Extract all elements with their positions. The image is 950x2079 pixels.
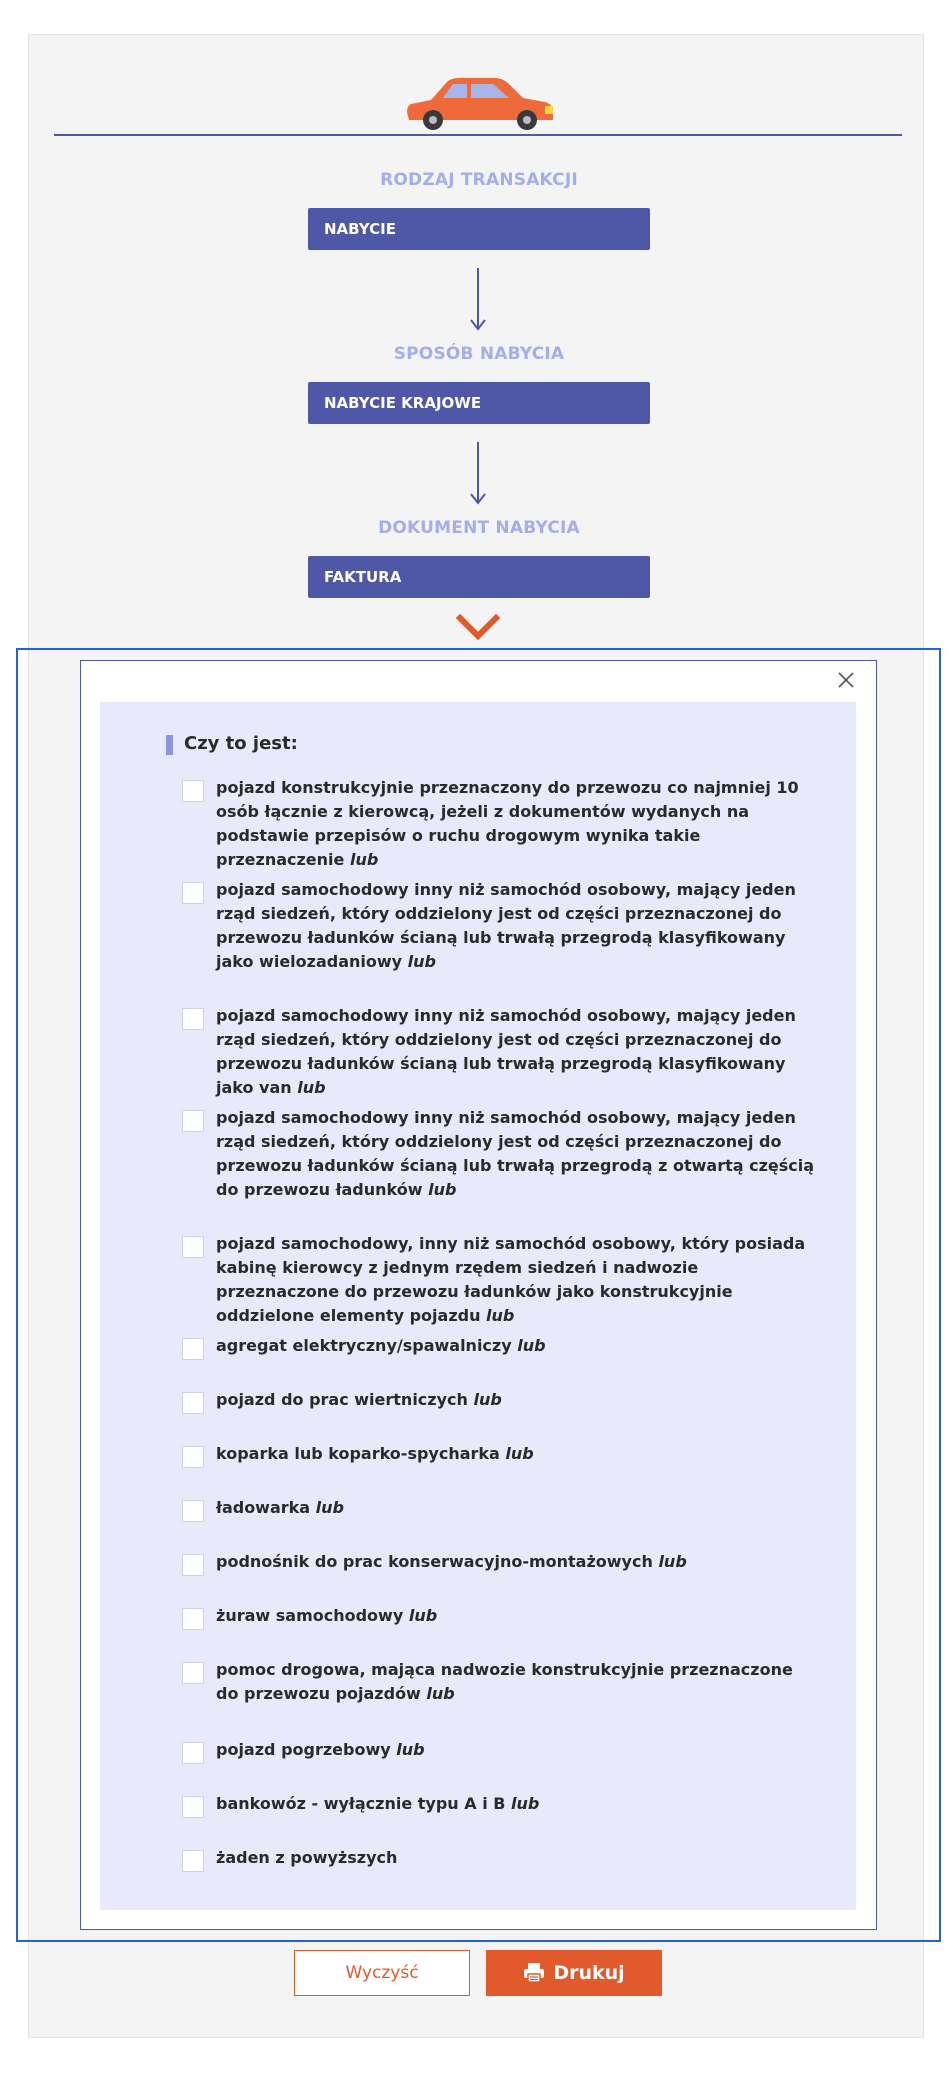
option-conjunction: lub [407, 952, 436, 971]
option-conjunction: lub [511, 1794, 540, 1813]
option-conjunction: lub [428, 1180, 457, 1199]
print-button[interactable] [486, 1950, 662, 1996]
option-label [216, 1106, 816, 1202]
option-label [216, 1550, 816, 1574]
option-checkbox[interactable] [182, 1008, 204, 1030]
print-button-label: Drukuj [553, 1962, 625, 1984]
option-checkbox[interactable] [182, 1110, 204, 1132]
option-label-text: pojazd samochodowy inny niż samochód osobowy, mający jeden rząd siedzeń, który oddzielony jest od części przeznaczonej do przewozu ładunków ścianą lub trwałą przegrodą klasyfikowany jako van [216, 1006, 796, 1097]
option-label-text: bankowóz - wyłącznie typu A i B [216, 1794, 506, 1813]
arrow-down-icon [468, 442, 488, 506]
option-label-text: pomoc drogowa, mająca nadwozie konstrukcyjnie przeznaczone do przewozu pojazdów [216, 1660, 793, 1703]
option-label [216, 1846, 816, 1870]
header-divider [54, 134, 902, 136]
option-checkbox[interactable] [182, 1796, 204, 1818]
step-value-transaction-type[interactable]: NABYCIE [308, 208, 650, 250]
option-label [216, 1604, 816, 1628]
option-label [216, 1232, 816, 1328]
step-label-acquisition-method: SPOSÓB NABYCIA [393, 344, 565, 364]
option-label [216, 1388, 816, 1412]
option-conjunction: lub [658, 1552, 687, 1571]
option-label-text: pojazd samochodowy, inny niż samochód osobowy, który posiada kabinę kierowcy z jednym rzędem siedzeń i nadwozie przeznaczone do przewozu ładunków jako konstrukcyjnie oddzielone elementy pojazdu [216, 1234, 806, 1325]
option-conjunction: lub [315, 1498, 344, 1517]
option-label [216, 776, 816, 872]
option-conjunction: lub [517, 1336, 546, 1355]
option-conjunction: lub [408, 1606, 438, 1625]
option-label-text: pojazd do prac wiertniczych [216, 1390, 468, 1409]
printer-icon [523, 1961, 545, 1983]
option-checkbox[interactable] [182, 1850, 204, 1872]
option-checkbox[interactable] [182, 1392, 204, 1414]
option-label [216, 1658, 816, 1706]
option-label-text: pojazd konstrukcyjnie przeznaczony do przewozu co najmniej 10 osób łącznie z kierowcą, jeżeli z dokumentów wydanych na podstawie przepisów o ruchu drogowym wynika takie przeznaczenie [216, 778, 799, 869]
clear-button[interactable]: Wyczyść [294, 1950, 470, 1996]
option-label-text: pojazd samochodowy inny niż samochód osobowy, mający jeden rząd siedzeń, który oddzielony jest od części przeznaczonej do przewozu ładunków ścianą lub trwałą przegrodą klasyfikowany jako wielozadaniowy [216, 880, 796, 971]
option-checkbox[interactable] [182, 882, 204, 904]
close-icon[interactable] [836, 670, 856, 690]
option-label [216, 1738, 816, 1762]
option-checkbox[interactable] [182, 1554, 204, 1576]
option-label-text: pojazd samochodowy inny niż samochód osobowy, mający jeden rząd siedzeń, który oddzielony jest od części przeznaczonej do przewozu ładunków ścianą lub trwałą przegrodą z otwartą częścią do przewozu ładunków [216, 1108, 815, 1199]
option-label [216, 1792, 816, 1816]
option-label-text: podnośnik do prac konserwacyjno-montażowych [216, 1552, 653, 1571]
option-label-text: ładowarka [216, 1498, 311, 1517]
option-conjunction: lub [473, 1390, 502, 1409]
option-checkbox[interactable] [182, 1608, 204, 1630]
step-value-acquisition-method[interactable]: NABYCIE KRAJOWE [308, 382, 650, 424]
option-checkbox[interactable] [182, 1338, 204, 1360]
option-checkbox[interactable] [182, 1446, 204, 1468]
option-conjunction: lub [505, 1444, 534, 1463]
option-conjunction: lub [297, 1078, 326, 1097]
option-label [216, 1496, 816, 1520]
option-label [216, 1442, 816, 1466]
question-marker [166, 735, 173, 755]
option-conjunction: lub [486, 1306, 515, 1325]
arrow-down-icon [468, 268, 488, 332]
step-label-acquisition-document: DOKUMENT NABYCIA [378, 518, 580, 538]
option-label [216, 878, 816, 974]
option-checkbox[interactable] [182, 1662, 204, 1684]
option-label-text: koparka lub koparko-spycharka [216, 1444, 500, 1463]
question-title: Czy to jest: [184, 733, 298, 754]
step-value-acquisition-document[interactable]: FAKTURA [308, 556, 650, 598]
option-conjunction: lub [426, 1684, 455, 1703]
car-icon [403, 68, 557, 132]
option-label-text: żuraw samochodowy [216, 1606, 404, 1625]
step-label-transaction-type: RODZAJ TRANSAKCJI [380, 170, 578, 190]
option-checkbox[interactable] [182, 780, 204, 802]
chevron-down-icon [456, 612, 500, 642]
option-label-text: żaden z powyższych [216, 1848, 398, 1867]
option-conjunction: lub [349, 850, 379, 869]
option-label-text: pojazd pogrzebowy [216, 1740, 391, 1759]
option-conjunction: lub [396, 1740, 425, 1759]
option-checkbox[interactable] [182, 1236, 204, 1258]
option-label [216, 1004, 816, 1100]
option-checkbox[interactable] [182, 1500, 204, 1522]
option-label [216, 1334, 816, 1358]
option-checkbox[interactable] [182, 1742, 204, 1764]
option-label-text: agregat elektryczny/spawalniczy [216, 1336, 512, 1355]
